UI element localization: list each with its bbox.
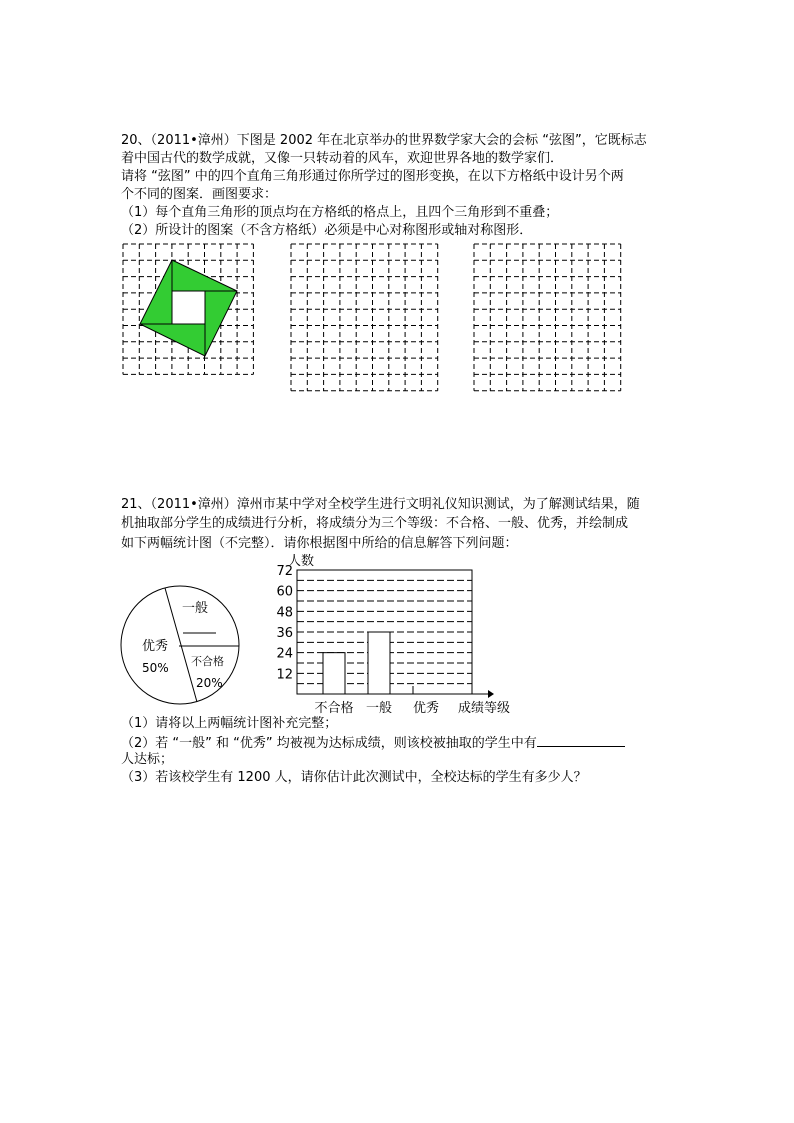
y-axis-label: 人数: [288, 554, 315, 569]
answer-blank[interactable]: [537, 733, 625, 747]
y-tick-label: 24: [276, 646, 293, 662]
q20-line: （2）所设计的图案（不含方格纸）必须是中心对称图形或轴对称图形．: [121, 223, 533, 238]
q20-line: 个不同的图案．画图要求：: [121, 187, 278, 202]
q21-line: 21、（2011•漳州）漳州市某中学对全校学生进行文明礼仪知识测试，为了解测试结果，随: [121, 497, 640, 512]
pie-chart: [118, 580, 258, 710]
xian-inner-square: [172, 291, 205, 324]
q20-line: 着中国古代的数学成就，又像一只转动着的风车，欢迎世界各地的数学家们．: [121, 151, 564, 166]
pie-label-youxiu-pct: 50%: [142, 661, 169, 675]
q21-question: （1）请将以上两幅统计图补充完整；: [121, 716, 338, 731]
x-axis-arrow: [488, 690, 494, 698]
x-axis-label: 成绩等级: [458, 701, 511, 715]
pie-label-buhege: 不合格: [191, 655, 224, 668]
pie-label-youxiu: 优秀: [142, 639, 169, 654]
grid-paper-2: [291, 244, 438, 391]
y-tick-label: 60: [276, 584, 293, 600]
y-tick-label: 72: [276, 564, 293, 579]
q20-line: 20、（2011•漳州）下图是 2002 年在北京举办的世界数学家大会的会标 “弦图”，它既标志: [121, 133, 647, 148]
grid-paper-3: [474, 244, 621, 391]
q20-line: 请将 “弦图” 中的四个直角三角形通过你所学过的图形变换，在以下方格纸中设计另个两: [121, 169, 624, 184]
y-tick-label: 36: [276, 626, 293, 641]
q21-line: 如下两幅统计图（不完整）．请你根据图中所给的信息解答下列问题：: [121, 536, 518, 551]
q21-question: （3）若该校学生有 1200 人，请你估计此次测试中，全校达标的学生有多少人？: [121, 770, 587, 785]
y-tick-label: 48: [276, 605, 293, 621]
q21-line: 机抽取部分学生的成绩进行分析，将成绩分为三个等级：不合格、一般、优秀，并绘制成: [121, 516, 629, 531]
pie-label-buhege-pct: 20%: [196, 676, 223, 690]
q21-question: [121, 733, 625, 753]
category-label: 优秀: [412, 701, 440, 715]
q21-question: 人达标；: [121, 752, 174, 767]
bar: [368, 632, 390, 694]
bar: [323, 653, 345, 694]
pie-label-yiban: 一般: [182, 601, 209, 616]
y-tick-label: 12: [276, 667, 293, 683]
q21-question-text: （2）若 “一般” 和 “优秀” 均被视为达标成绩，则该校被抽取的学生中有: [121, 736, 537, 751]
bar-chart: [270, 550, 520, 715]
category-label: 一般: [365, 701, 393, 715]
category-label: 不合格: [314, 701, 354, 715]
q20-line: （1）每个直角三角形的顶点均在方格纸的格点上，且四个三角形到不重叠；: [121, 205, 559, 220]
q20-grids: [0, 240, 794, 400]
